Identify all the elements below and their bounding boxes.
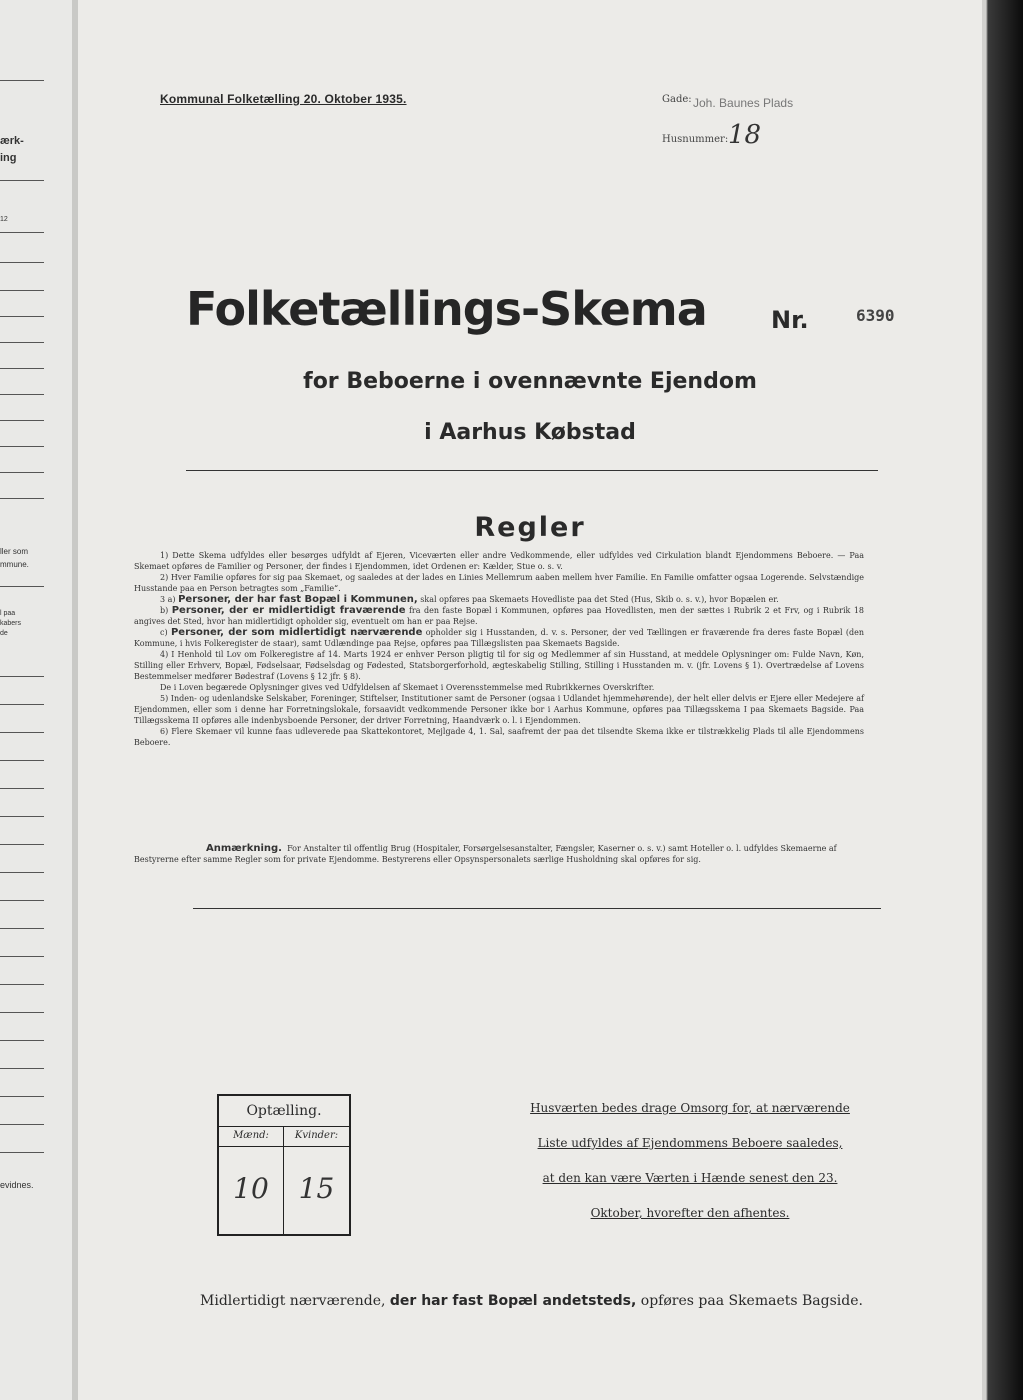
rule-3a: 3 a) Personer, der har fast Bopæl i Kommunen, skal opføres paa Skemaets Hovedliste paa det Sted (Hus, Skib o. s. v.), hvor Bopælen er. bbox=[160, 594, 779, 605]
left-fragment-text: evidnes. bbox=[0, 1180, 34, 1190]
left-fragment-text: de bbox=[0, 630, 8, 637]
left-rule bbox=[0, 586, 44, 587]
notice-line: Liste udfyldes af Ejendommens Beboere saaledes, bbox=[537, 1136, 843, 1150]
footer-post: opføres paa Skemaets Bagside. bbox=[640, 1293, 863, 1309]
count-box bbox=[217, 1094, 351, 1236]
book-binding-edge bbox=[982, 0, 1023, 1400]
rule-3b: b) Personer, der er midlertidigt fraværende fra den faste Bopæl i Kommunen, opføres paa Hovedlisten, men der sættes i Rubrik 2 et Frv, og i Rubrik 18 angives det Sted, hvor han midlertidigt opholder sig, eventuelt om han er paa Rejse. bbox=[134, 605, 864, 626]
left-rule bbox=[0, 394, 44, 395]
rule-1: 1) Dette Skema udfyldes eller besørges udfyldt af Ejeren, Viceværten eller andre Vedkommende, eller udfyldes ved Cirkulation blandt Ejendommens Beboere. — Paa Skemaet opføres de Familier og Personer, der findes i Ejendommen, idet Ordenen er: Kælder, Stue o. s. v. bbox=[134, 551, 864, 571]
form-title: Folketællings-Skema bbox=[186, 282, 707, 336]
remark-text: For Anstalter til offentlig Brug (Hospitaler, Forsørgelsesanstalter, Fængsler, Kaserner o. s. v.) samt Hoteller o. l. udfyldes Skemaerne af Bestyrerne efter samme Regler som for private Ejendomme. Bestyrerens eller Opsynspersonalets særlige Husholdning skal opføres for sig. bbox=[134, 844, 837, 864]
footer-note bbox=[200, 1293, 880, 1309]
left-rule bbox=[0, 732, 44, 733]
left-rule bbox=[0, 290, 44, 291]
left-rule bbox=[0, 180, 44, 181]
rule-3c-emphasis: Personer, der som midlertidigt nærværende bbox=[170, 627, 423, 638]
husnummer-label: Husnummer: bbox=[662, 134, 729, 145]
left-rule bbox=[0, 342, 44, 343]
left-rule bbox=[0, 262, 44, 263]
left-rule bbox=[0, 1124, 44, 1125]
footer-pre: Midlertidigt nærværende, bbox=[200, 1293, 386, 1309]
divider bbox=[193, 908, 881, 909]
left-rule bbox=[0, 1012, 44, 1013]
left-rule bbox=[0, 844, 44, 845]
census-header-title: Kommunal Folketælling 20. Oktober 1935. bbox=[160, 92, 407, 106]
remark-paragraph bbox=[134, 843, 864, 865]
gade-label: Gade: bbox=[662, 94, 692, 105]
count-women-column bbox=[284, 1126, 349, 1234]
rule-2: 2) Hver Familie opføres for sig paa Skemaet, og saaledes at der lades en Linies Mellemrum aaben mellem hver Familie. En Familie omfatter ogsaa Logerende. Selvstændige Husstande paa en Person betragtes som „Familie“. bbox=[134, 573, 864, 593]
form-location: i Aarhus Købstad bbox=[424, 420, 636, 445]
notice-line: Oktober, hvorefter den afhentes. bbox=[590, 1206, 790, 1220]
men-count: 10 bbox=[233, 1172, 269, 1205]
rule-3c: c) Personer, der som midlertidigt nærværende opholder sig i Husstanden, d. v. s. Personer, der ved Tællingen er fraværende fra deres faste Bopæl (den Kommune, i hvis Folkeregister de staar), samt Udlændinge paa Rejse, opføres paa Tillægslisten paa Skemaets Bagside. bbox=[134, 627, 865, 648]
rule-6: 6) Flere Skemaer vil kunne faas udleverede paa Skattekontoret, Mejlgade 4, 1. Sal, saafremt der paa det tilsendte Skema ikke er tilstrækkelig Plads til alle Ejendommens Beboere. bbox=[134, 727, 864, 747]
left-fragment-text: ing bbox=[0, 152, 17, 164]
gade-value: Joh. Baunes Plads bbox=[693, 96, 794, 110]
form-number-label: Nr. bbox=[771, 306, 809, 334]
rules-text bbox=[134, 550, 864, 748]
rule-3b-emphasis: Personer, der er midlertidigt fraværende bbox=[171, 605, 406, 616]
left-fragment-text: mmune. bbox=[0, 560, 29, 569]
form-subtitle: for Beboerne i ovennævnte Ejendom bbox=[303, 369, 757, 394]
left-fragment-text: 12 bbox=[0, 216, 8, 223]
left-rule bbox=[0, 316, 44, 317]
left-rule bbox=[0, 928, 44, 929]
left-page-fragment bbox=[0, 0, 72, 1400]
left-rule bbox=[0, 1040, 44, 1041]
left-fragment-text: kabers bbox=[0, 620, 22, 627]
form-number-stamp: 6390 bbox=[856, 306, 895, 325]
left-rule bbox=[0, 1068, 44, 1069]
left-fragment-text: ller som bbox=[0, 547, 29, 556]
count-box-title: Optælling. bbox=[219, 1096, 349, 1127]
husnummer-value: 18 bbox=[728, 120, 762, 150]
left-rule bbox=[0, 1096, 44, 1097]
divider bbox=[186, 470, 878, 471]
men-label: Mænd: bbox=[219, 1126, 283, 1147]
left-rule bbox=[0, 676, 44, 677]
rules-heading: Regler bbox=[474, 512, 586, 543]
left-rule bbox=[0, 368, 44, 369]
footer-emphasis: der har fast Bopæl andetsteds, bbox=[389, 1293, 637, 1309]
left-rule bbox=[0, 872, 44, 873]
count-men-column bbox=[219, 1126, 284, 1234]
left-rule bbox=[0, 420, 44, 421]
left-rule bbox=[0, 498, 44, 499]
left-rule bbox=[0, 956, 44, 957]
remark-label: Anmærkning. bbox=[206, 843, 282, 854]
left-rule bbox=[0, 816, 44, 817]
left-rule bbox=[0, 900, 44, 901]
women-count: 15 bbox=[298, 1172, 335, 1205]
rule-4b: De i Loven begærede Oplysninger gives ved Udfyldelsen af Skemaet i Overensstemmelse med Rubrikkernes Overskrifter. bbox=[160, 683, 655, 692]
rule-5: 5) Inden- og udenlandske Selskaber, Foreninger, Stiftelser, Institutioner samt de Personer (ogsaa i Udlandet hjemmehørende), der helt eller delvis er Ejere eller Medejere af Ejendommen, eller som i denne har Forretningslokale, forsaavidt vedkommende Personer ikke bor i Aarhus Kommune, opføres paa Tillægsskema I paa Skemaets Bagside. Paa Tillægsskema II opføres alle indenbysboende Personer, der driver Forretning, Haandværk o. l. i Ejendommen. bbox=[134, 694, 864, 725]
rule-3a-emphasis: Personer, der har fast Bopæl i Kommunen, bbox=[178, 594, 418, 605]
women-label: Kvinder: bbox=[284, 1126, 349, 1147]
left-rule bbox=[0, 760, 44, 761]
left-fragment-text: ærk- bbox=[0, 135, 24, 147]
notice-line: at den kan være Værten i Hænde senest den 23. bbox=[542, 1171, 838, 1185]
left-rule bbox=[0, 704, 44, 705]
left-rule bbox=[0, 1152, 44, 1153]
left-rule bbox=[0, 446, 44, 447]
notice-line: Husværten bedes drage Omsorg for, at nærværende bbox=[530, 1101, 850, 1115]
left-fragment-text: l paa bbox=[0, 610, 16, 617]
left-rule bbox=[0, 472, 44, 473]
rule-4: 4) I Henhold til Lov om Folkeregistre af 14. Marts 1924 er enhver Person pligtig til for sig og Medlemmer af sin Husstand, at meddele Oplysninger om: Fulde Navn, Køn, Stilling eller Erhverv, Bopæl, Fødselsaar, Fødselsdag og Fødested, Statsborgerforhold, ægteskabelig Stilling, Stilling i Husstanden m. v. (jfr. Lovens § 1). Overtrædelse af Lovens Bestemmelser medfører Bødestraf (Lovens § 12 jfr. § 8). bbox=[134, 650, 864, 681]
left-rule bbox=[0, 788, 44, 789]
left-rule bbox=[0, 80, 44, 81]
left-rule bbox=[0, 984, 44, 985]
left-rule bbox=[0, 232, 44, 233]
